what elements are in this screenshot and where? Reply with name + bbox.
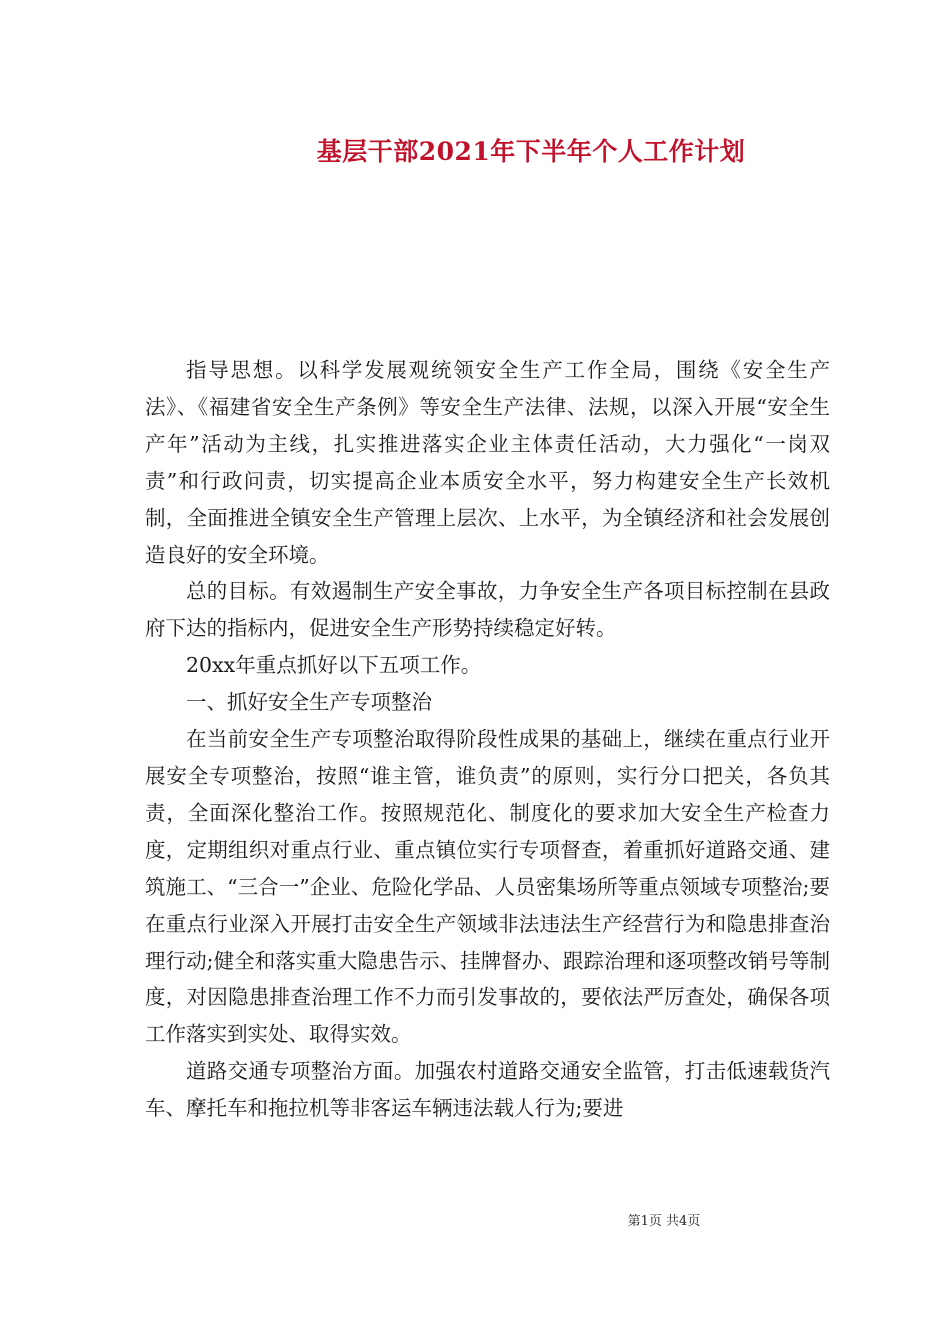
section-heading-1: 一、抓好安全生产专项整治 xyxy=(186,690,432,715)
paragraph-key-tasks-intro: 20xx年重点抓好以下五项工作。 xyxy=(186,653,482,678)
page-number: 第1页 共4页 xyxy=(627,1214,701,1229)
paragraph-special-rectification: 在当前安全生产专项整治取得阶段性成果的基础上，继续在重点行业开展安全专项整治，按照“谁主管，谁负责”的原则，实行分口把关，各负其责，全面深化整治工作。按照规范化、制度化的要求加大安全生产检查力度，定期组织对重点行业、重点镇位实行专项督查，着重抓好道路交通、建筑施工、“三合一”企业、危险化学品、人员密集场所等重点领域专项整治;要在重点行业深入开展打击安全生产领域非法违法生产经营行为和隐患排查治理行动;健全和落实重大隐患告示、挂牌督办、跟踪治理和逐项整改销号等制度，对因隐患排查治理工作不力而引发事故的，要依法严厉查处，确保各项工作落实到实处、取得实效。 xyxy=(145,727,830,1047)
document-title-text: 基层干部2021年下半年个人工作计划 xyxy=(316,137,746,166)
paragraph-road-traffic: 道路交通专项整治方面。加强农村道路交通安全监管，打击低速载货汽车、摩托车和拖拉机等非客运车辆违法载人行为;要进 xyxy=(145,1059,830,1121)
document-title xyxy=(0,132,950,168)
paragraph-overall-goal: 总的目标。有效遏制生产安全事故，力争安全生产各项目标控制在县政府下达的指标内，促进安全生产形势持续稳定好转。 xyxy=(145,579,830,641)
document-body xyxy=(145,352,830,1127)
page-footer xyxy=(0,1210,950,1229)
paragraph-guiding-ideology: 指导思想。以科学发展观统领安全生产工作全局，围绕《安全生产法》、《福建省安全生产条例》等安全生产法律、法规，以深入开展“安全生产年”活动为主线，扎实推进落实企业主体责任活动，大力强化“一岗双责”和行政问责，切实提高企业本质安全水平，努力构建安全生产长效机制，全面推进全镇安全生产管理上层次、上水平，为全镇经济和社会发展创造良好的安全环境。 xyxy=(145,358,830,567)
